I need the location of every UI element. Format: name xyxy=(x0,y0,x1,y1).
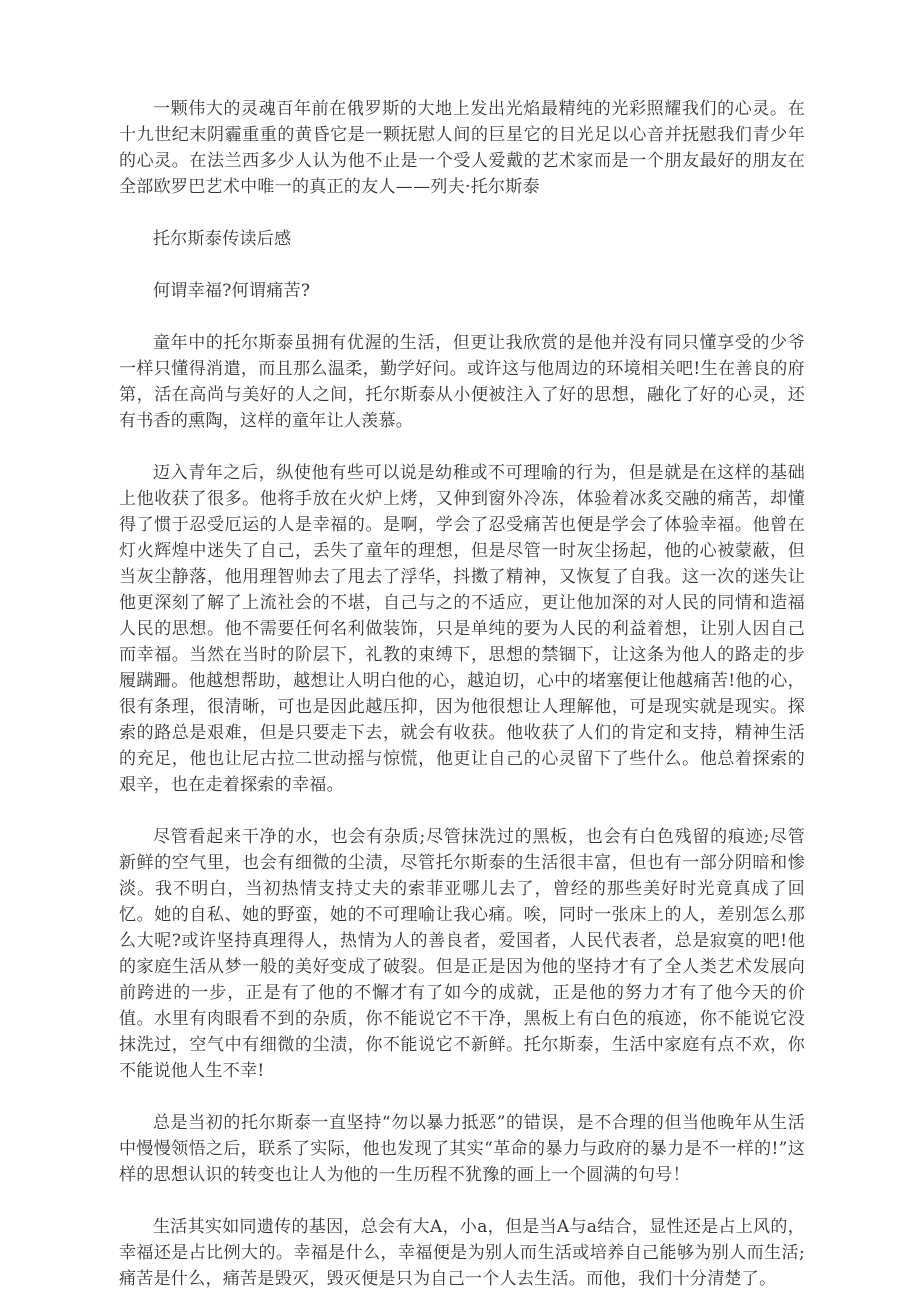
intro-paragraph: 一颗伟大的灵魂百年前在俄罗斯的大地上发出光焰最精纯的光彩照耀我们的心灵。在十九世纪末阴霾重重的黄昏它是一颗抚慰人间的巨星它的目光足以心音并抚慰我们青少年的心灵。在法兰西多少人认为他不止是一个受人爱戴的艺术家而是一个朋友最好的朋友在全部欧罗巴艺术中唯一的真正的友人——列夫·托尔斯泰 xyxy=(119,99,805,197)
body-paragraph-conclusion: 生活其实如同遗传的基因，总会有大A，小a，但是当A与a结合，显性还是占上风的，幸福还是占比例大的。幸福是什么，幸福便是为别人而生活或培养自己能够为别人而生活;痛苦是什么，痛苦是毁灭，毁灭便是只为自己一个人去生活。而他，我们十分清楚了。 xyxy=(119,1217,805,1289)
body-paragraph-violence: 总是当初的托尔斯泰一直坚持“勿以暴力抵恶”的错误，是不合理的但当他晚年从生活中慢慢领悟之后，联系了实际，他也发现了其实“革命的暴力与政府的暴力是不一样的!”这样的思想认识的转变也让人为他的一生历程不犹豫的画上一个圆满的句号！ xyxy=(119,1113,805,1185)
body-paragraph-youth: 迈入青年之后，纵使他有些可以说是幼稚或不可理喻的行为，但是就是在这样的基础上他收获了很多。他将手放在火炉上烤，又伸到窗外冷冻，体验着冰炙交融的痛苦，却懂得了惯于忍受厄运的人是幸福的。是啊，学会了忍受痛苦也便是学会了体验幸福。他曾在灯火辉煌中迷失了自己，丢失了童年的理想，但是尽管一时灰尘扬起，他的心被蒙蔽，但当灰尘静落，他用理智帅去了甩去了浮华，抖擞了精神，又恢复了自我。这一次的迷失让他更深刻了解了上流社会的不堪，自己与之的不适应，更让他加深的对人民的同情和造福人民的思想。他不需要任何名利做装饰，只是单纯的要为人民的利益着想，让别人因自己而幸福。当然在当时的阶层下，礼教的束缚下，思想的禁锢下，让这条为他人的路走的步履蹒跚。他越想帮助，越想让人明白他的心，越迫切，心中的堵塞便让他越痛苦!他的心，很有条理，很清晰，可也是因此越压抑，因为他很想让人理解他，可是现实就是现实。探索的路总是艰难，但是只要走下去，就会有收获。他收获了人们的肯定和支持，精神生活的充足，他也让尼古拉二世动摇与惊慌，他更让自己的心灵留下了些什么。他总着探索的艰辛，也在走着探索的幸福。 xyxy=(119,463,805,795)
body-paragraph-family: 尽管看起来干净的水，也会有杂质;尽管抹洗过的黑板，也会有白色残留的痕迹;尽管新鲜的空气里，也会有细微的尘渍，尽管托尔斯泰的生活很丰富，但也有一部分阴暗和惨淡。我不明白，当初热情支持丈夫的索菲亚哪儿去了，曾经的那些美好时光竟真成了回忆。她的自私、她的野蛮，她的不可理喻让我心痛。唉，同时一张床上的人，差别怎么那么大呢?或许坚持真理得人，热情为人的善良者，爱国者，人民代表者，总是寂寞的吧!他的家庭生活从梦一般的美好变成了破裂。但是正是因为他的坚持才有了全人类艺术发展向前跨进的一步，正是有了他的不懈才有了如今的成就，正是他的努力才有了他今天的价值。水里有肉眼看不到的杂质，你不能说它不干净，黑板上有白色的痕迹，你不能说它没抹洗过，空气中有细微的尘渍，你不能说它不新鲜。托尔斯泰，生活中家庭有点不欢，你不能说他人生不幸! xyxy=(119,827,805,1081)
document-subtitle: 何谓幸福?何谓痛苦? xyxy=(153,281,311,301)
document-title: 托尔斯泰传读后感 xyxy=(153,229,292,249)
body-paragraph-childhood: 童年中的托尔斯泰虽拥有优渥的生活，但更让我欣赏的是他并没有同只懂享受的少爷一样只懂得消遣，而且那么温柔，勤学好问。或许这与他周边的环境相关吧!生在善良的府第，活在高尚与美好的人之间，托尔斯泰从小便被注入了好的思想，融化了好的心灵，还有书香的熏陶，这样的童年让人羡慕。 xyxy=(119,333,805,431)
document-content xyxy=(119,96,805,1292)
